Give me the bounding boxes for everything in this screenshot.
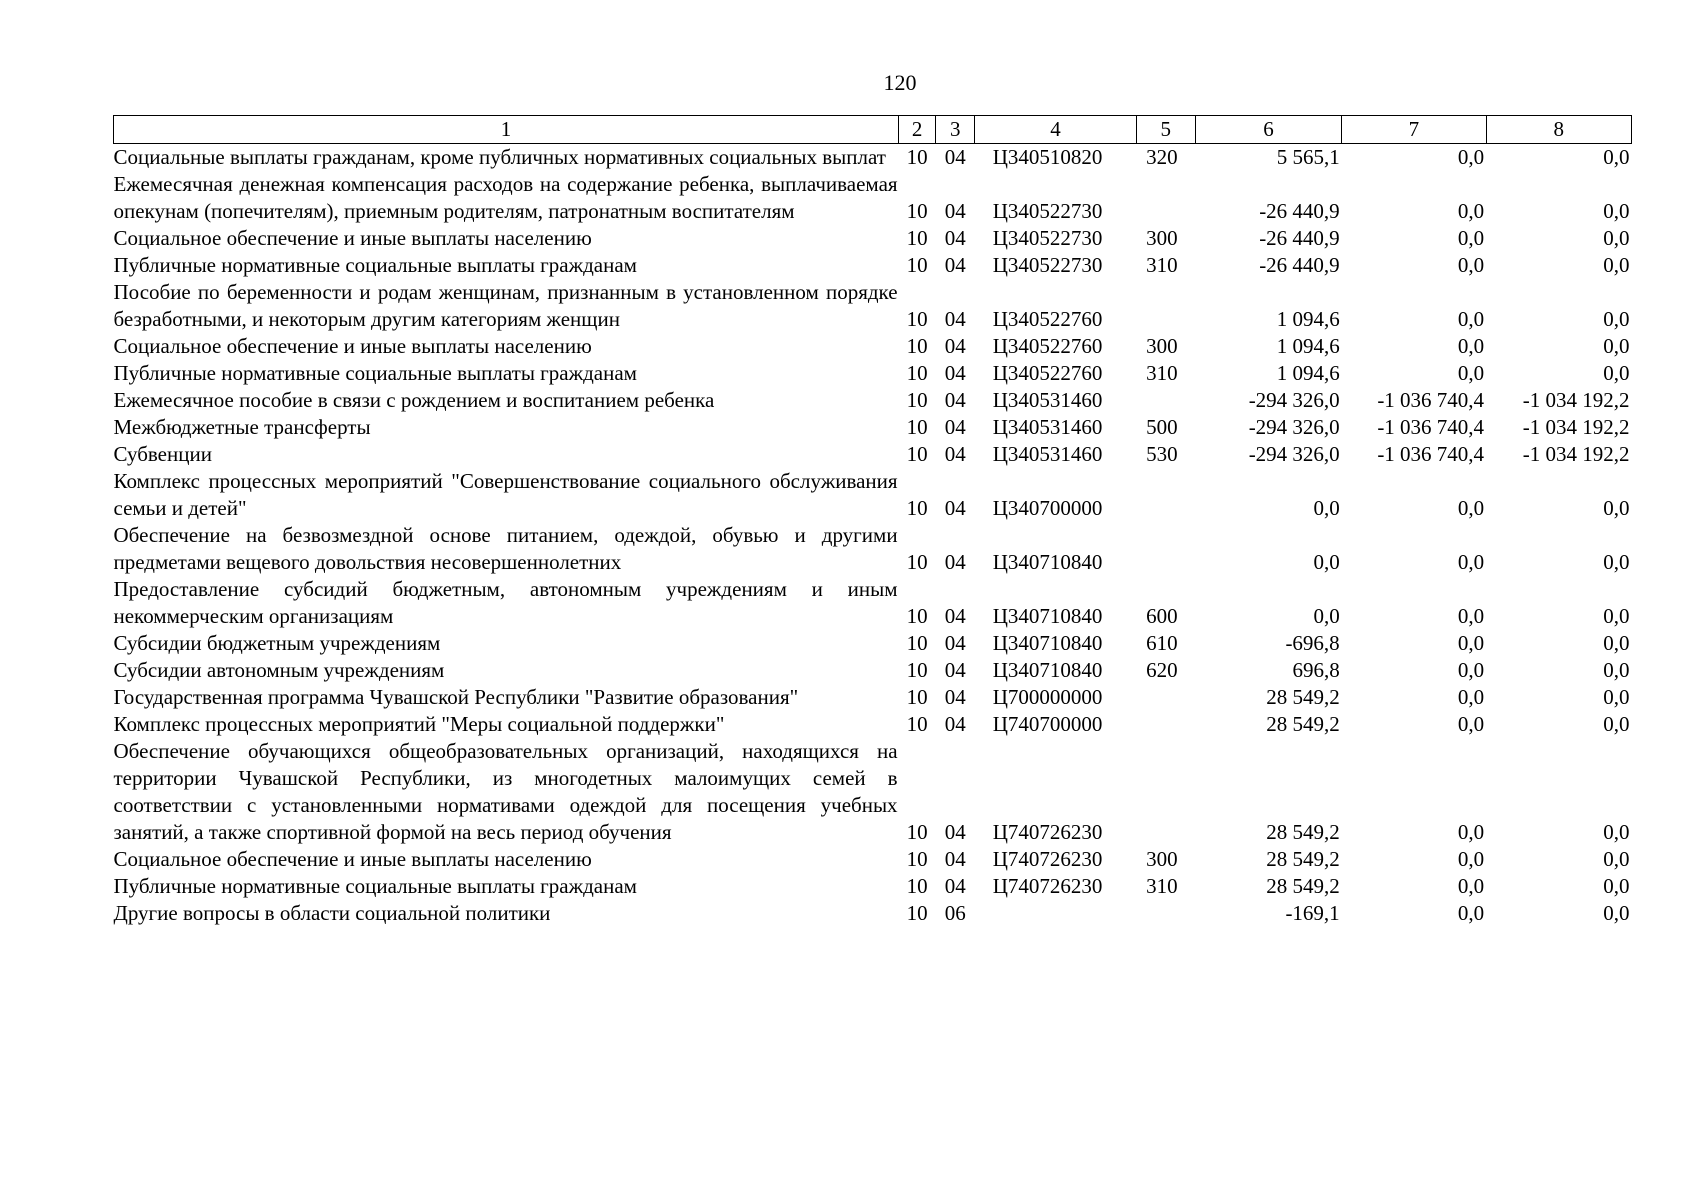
table-row [114, 738, 1632, 846]
row-value-7: 0,0 [1457, 604, 1485, 628]
row-target-code: Ц340700000 [992, 496, 1103, 520]
row-value-7: 0,0 [1457, 253, 1485, 277]
row-value-8: -1 034 192,2 [1522, 415, 1630, 439]
row-subsection: 04 [944, 685, 966, 709]
header-col-6: 6 [1195, 116, 1341, 144]
row-value-6: 1 094,6 [1276, 307, 1340, 331]
row-section: 10 [906, 712, 928, 736]
row-value-6: 0,0 [1313, 604, 1340, 628]
row-subsection: 04 [944, 361, 966, 385]
row-name: Обеспечение на безвозмездной основе питанием, одеждой, обувью и другими предметами вещевого довольствия несовершеннолетних [113, 523, 898, 574]
row-section: 10 [906, 685, 928, 709]
row-value-7: 0,0 [1457, 307, 1485, 331]
row-value-8: 0,0 [1603, 199, 1630, 223]
row-section: 10 [906, 307, 928, 331]
row-value-7: 0,0 [1457, 334, 1485, 358]
row-target-code: Ц340531460 [992, 442, 1103, 466]
row-target-code [975, 900, 1136, 927]
row-value-6: -26 440,9 [1259, 253, 1340, 277]
row-value-7: 0,0 [1457, 226, 1485, 250]
row-target-code: Ц700000000 [992, 685, 1103, 709]
row-value-7: 0,0 [1457, 658, 1485, 682]
row-section: 10 [906, 658, 928, 682]
table-row [114, 522, 1632, 576]
row-target-code: Ц340522760 [992, 361, 1103, 385]
row-section: 10 [906, 388, 928, 412]
table-body [114, 144, 1632, 928]
row-target-code: Ц340522730 [992, 199, 1103, 223]
row-target-code: Ц740726230 [992, 874, 1103, 898]
row-value-7: 0,0 [1457, 631, 1485, 655]
header-col-8: 8 [1486, 116, 1631, 144]
table-row [114, 333, 1632, 360]
row-expense-type [1136, 711, 1195, 738]
table-row [114, 468, 1632, 522]
row-value-6: -169,1 [1285, 901, 1340, 925]
row-target-code: Ц340522760 [992, 307, 1103, 331]
row-expense-type: 500 [1146, 415, 1178, 439]
table-row [114, 144, 1632, 172]
row-value-6: 5 565,1 [1276, 145, 1340, 169]
row-value-7: 0,0 [1457, 550, 1485, 574]
table-row [114, 414, 1632, 441]
row-value-6: 1 094,6 [1276, 334, 1340, 358]
row-value-6: -294 326,0 [1248, 442, 1340, 466]
row-expense-type [1136, 279, 1195, 333]
table-row [114, 873, 1632, 900]
table-row [114, 360, 1632, 387]
row-expense-type [1136, 468, 1195, 522]
row-value-6: -26 440,9 [1259, 226, 1340, 250]
table-row [114, 279, 1632, 333]
row-section: 10 [906, 631, 928, 655]
row-name: Публичные нормативные социальные выплаты гражданам [113, 361, 637, 385]
header-col-5: 5 [1136, 116, 1195, 144]
row-expense-type: 310 [1146, 361, 1178, 385]
row-value-6: -26 440,9 [1259, 199, 1340, 223]
row-expense-type [1136, 684, 1195, 711]
row-subsection: 04 [944, 874, 966, 898]
row-section: 10 [906, 874, 928, 898]
row-name: Государственная программа Чувашской Республики "Развитие образования" [113, 685, 799, 709]
row-value-8: 0,0 [1603, 685, 1630, 709]
table-row [114, 171, 1632, 225]
row-target-code: Ц740726230 [992, 820, 1103, 844]
row-target-code: Ц340510820 [992, 145, 1103, 169]
row-value-6: -294 326,0 [1248, 388, 1340, 412]
row-value-7: 0,0 [1457, 199, 1485, 223]
row-name: Публичные нормативные социальные выплаты гражданам [113, 874, 637, 898]
row-value-6: 28 549,2 [1266, 874, 1340, 898]
row-value-6: 696,8 [1292, 658, 1340, 682]
header-row [114, 116, 1632, 144]
row-subsection: 04 [944, 604, 966, 628]
row-subsection: 04 [944, 226, 966, 250]
row-expense-type [1136, 387, 1195, 414]
row-expense-type: 310 [1146, 874, 1178, 898]
row-value-6: 28 549,2 [1266, 847, 1340, 871]
row-expense-type [1136, 171, 1195, 225]
row-section: 10 [906, 847, 928, 871]
row-section: 10 [906, 604, 928, 628]
row-value-7: 0,0 [1457, 820, 1485, 844]
row-subsection: 06 [944, 901, 966, 925]
row-value-8: 0,0 [1603, 820, 1630, 844]
row-name: Комплекс процессных мероприятий "Меры социальной поддержки" [113, 712, 725, 736]
row-subsection: 04 [944, 631, 966, 655]
row-expense-type: 610 [1146, 631, 1178, 655]
header-col-3: 3 [936, 116, 975, 144]
row-value-7: 0,0 [1457, 712, 1485, 736]
row-target-code: Ц740700000 [992, 712, 1103, 736]
row-section: 10 [906, 199, 928, 223]
header-col-1: 1 [114, 116, 899, 144]
row-name: Публичные нормативные социальные выплаты гражданам [113, 253, 637, 277]
row-subsection: 04 [944, 253, 966, 277]
row-section: 10 [906, 145, 928, 169]
header-col-7: 7 [1342, 116, 1486, 144]
row-subsection: 04 [944, 415, 966, 439]
row-subsection: 04 [944, 820, 966, 844]
row-value-7: -1 036 740,4 [1377, 415, 1485, 439]
row-section: 10 [906, 550, 928, 574]
row-value-8: 0,0 [1603, 658, 1630, 682]
row-expense-type: 310 [1146, 253, 1178, 277]
row-target-code: Ц340710840 [992, 550, 1103, 574]
page-number: 120 [883, 70, 917, 95]
row-value-7: 0,0 [1457, 901, 1485, 925]
row-value-6: 28 549,2 [1266, 712, 1340, 736]
row-section: 10 [906, 442, 928, 466]
row-value-8: 0,0 [1603, 307, 1630, 331]
row-section: 10 [906, 901, 928, 925]
table-row [114, 441, 1632, 468]
row-value-8: 0,0 [1603, 631, 1630, 655]
row-name: Социальные выплаты гражданам, кроме публичных нормативных социальных выплат [113, 145, 886, 169]
row-target-code: Ц340531460 [992, 388, 1103, 412]
row-target-code: Ц340522730 [992, 226, 1103, 250]
row-value-6: 0,0 [1313, 496, 1340, 520]
row-expense-type: 300 [1146, 226, 1178, 250]
row-target-code: Ц340710840 [992, 604, 1103, 628]
row-expense-type: 300 [1146, 334, 1178, 358]
row-value-6: 28 549,2 [1266, 685, 1340, 709]
row-value-8: 0,0 [1603, 550, 1630, 574]
table-row [114, 900, 1632, 927]
row-expense-type [1136, 738, 1195, 846]
row-value-7: -1 036 740,4 [1377, 388, 1485, 412]
row-name: Субсидии автономным учреждениям [113, 658, 445, 682]
row-value-7: 0,0 [1457, 685, 1485, 709]
header-col-2: 2 [899, 116, 936, 144]
budget-table [113, 115, 1632, 927]
row-expense-type [1136, 900, 1195, 927]
row-value-8: 0,0 [1603, 496, 1630, 520]
row-subsection: 04 [944, 712, 966, 736]
row-subsection: 04 [944, 307, 966, 331]
row-value-8: 0,0 [1603, 712, 1630, 736]
row-target-code: Ц340522730 [992, 253, 1103, 277]
table-row [114, 252, 1632, 279]
table-row [114, 576, 1632, 630]
row-name: Социальное обеспечение и иные выплаты населению [113, 226, 592, 250]
row-value-8: 0,0 [1603, 226, 1630, 250]
row-value-8: 0,0 [1603, 874, 1630, 898]
row-value-8: 0,0 [1603, 847, 1630, 871]
row-value-7: 0,0 [1457, 496, 1485, 520]
row-target-code: Ц340710840 [992, 631, 1103, 655]
row-subsection: 04 [944, 658, 966, 682]
row-section: 10 [906, 361, 928, 385]
row-target-code: Ц340531460 [992, 415, 1103, 439]
row-subsection: 04 [944, 496, 966, 520]
table-row [114, 846, 1632, 873]
row-value-8: 0,0 [1603, 145, 1630, 169]
row-value-7: 0,0 [1457, 361, 1485, 385]
row-subsection: 04 [944, 145, 966, 169]
table-row [114, 225, 1632, 252]
row-name: Ежемесячное пособие в связи с рождением и воспитанием ребенка [113, 388, 715, 412]
row-value-8: -1 034 192,2 [1522, 388, 1630, 412]
row-value-8: 0,0 [1603, 334, 1630, 358]
row-target-code: Ц340710840 [992, 658, 1103, 682]
row-name: Субсидии бюджетным учреждениям [113, 631, 441, 655]
row-subsection: 04 [944, 847, 966, 871]
row-value-6: 28 549,2 [1266, 820, 1340, 844]
row-value-7: -1 036 740,4 [1377, 442, 1485, 466]
row-name: Предоставление субсидий бюджетным, автономным учреждениям и иным некоммерческим организациям [113, 577, 898, 628]
row-subsection: 04 [944, 388, 966, 412]
row-section: 10 [906, 253, 928, 277]
row-section: 10 [906, 334, 928, 358]
row-value-8: 0,0 [1603, 604, 1630, 628]
row-value-7: 0,0 [1457, 847, 1485, 871]
row-name: Комплекс процессных мероприятий "Совершенствование социального обслуживания семьи и детей" [113, 469, 898, 520]
table-row [114, 630, 1632, 657]
row-name: Ежемесячная денежная компенсация расходов на содержание ребенка, выплачиваемая опекунам (попечителям), приемным родителям, патронатным воспитателям [113, 172, 898, 223]
row-value-8: 0,0 [1603, 361, 1630, 385]
row-value-6: -294 326,0 [1248, 415, 1340, 439]
table-header [114, 116, 1632, 144]
row-expense-type: 600 [1146, 604, 1178, 628]
row-value-8: -1 034 192,2 [1522, 442, 1630, 466]
row-name: Другие вопросы в области социальной политики [113, 901, 551, 925]
row-name: Социальное обеспечение и иные выплаты населению [113, 847, 592, 871]
row-name: Социальное обеспечение и иные выплаты населению [113, 334, 592, 358]
row-subsection: 04 [944, 334, 966, 358]
row-expense-type: 620 [1146, 658, 1178, 682]
row-target-code: Ц340522760 [992, 334, 1103, 358]
table-row [114, 387, 1632, 414]
row-name: Обеспечение обучающихся общеобразовательных организаций, находящихся на территории Чувашской Республики, из многодетных малоимущих семей в соответствии с установленными нормативами одеждой для посещения учебных занятий, а также спортивной формой на весь период обучения [113, 739, 898, 844]
table-row [114, 684, 1632, 711]
row-target-code: Ц740726230 [992, 847, 1103, 871]
row-section: 10 [906, 496, 928, 520]
row-value-7: 0,0 [1457, 874, 1485, 898]
row-subsection: 04 [944, 199, 966, 223]
row-value-6: -696,8 [1285, 631, 1340, 655]
row-subsection: 04 [944, 442, 966, 466]
row-section: 10 [906, 820, 928, 844]
row-name: Субвенции [113, 442, 212, 466]
row-value-6: 1 094,6 [1276, 361, 1340, 385]
row-expense-type: 530 [1146, 442, 1178, 466]
row-value-8: 0,0 [1603, 901, 1630, 925]
row-expense-type [1136, 522, 1195, 576]
row-value-7: 0,0 [1457, 145, 1485, 169]
table-row [114, 711, 1632, 738]
row-name: Пособие по беременности и родам женщинам, признанным в установленном порядке безработными, и некоторым другим категориям женщин [113, 280, 898, 331]
row-expense-type: 320 [1146, 145, 1178, 169]
row-subsection: 04 [944, 550, 966, 574]
row-value-8: 0,0 [1603, 253, 1630, 277]
row-value-6: 0,0 [1313, 550, 1340, 574]
header-col-4: 4 [975, 116, 1136, 144]
row-name: Межбюджетные трансферты [113, 415, 371, 439]
row-section: 10 [906, 226, 928, 250]
table-row [114, 657, 1632, 684]
row-expense-type: 300 [1146, 847, 1178, 871]
row-section: 10 [906, 415, 928, 439]
